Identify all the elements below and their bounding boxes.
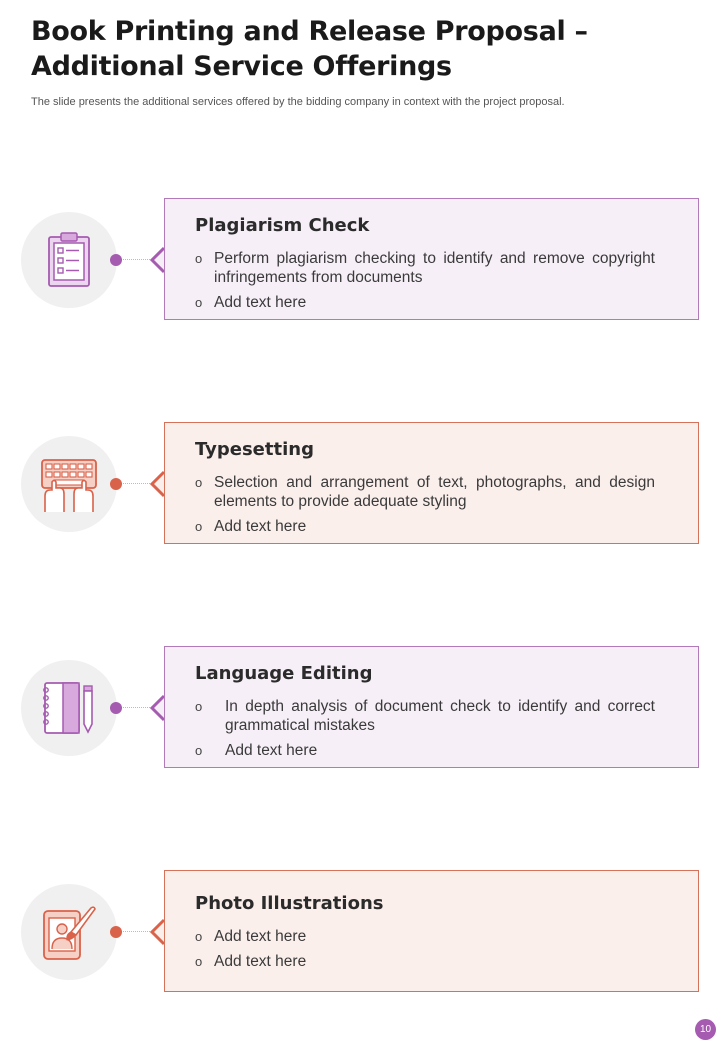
icon-circle <box>21 660 117 756</box>
bullet-marker: o <box>195 699 203 714</box>
list-item <box>195 473 655 511</box>
service-title: Plagiarism Check <box>195 215 370 236</box>
service-language-editing <box>0 646 720 770</box>
list-item <box>195 741 655 760</box>
connector-dot <box>110 926 122 938</box>
service-title: Photo Illustrations <box>195 893 384 914</box>
page-number-badge: 10 <box>695 1019 716 1040</box>
service-card <box>164 870 699 992</box>
bullet-marker: o <box>195 475 203 490</box>
tablet-brush-icon <box>39 902 99 962</box>
bullet-text: Perform plagiarism checking to identify and remove copyright infringements from documents <box>214 250 655 286</box>
bullet-text: In depth analysis of document check to identify and correct grammatical mistakes <box>225 698 655 734</box>
bullet-marker: o <box>195 929 203 944</box>
connector-dot <box>110 478 122 490</box>
list-item <box>195 952 655 971</box>
bullet-text: Add text here <box>214 928 307 945</box>
service-bullets <box>195 927 655 977</box>
bullet-text: Add text here <box>214 518 307 535</box>
list-item <box>195 293 655 312</box>
connector-dot <box>110 702 122 714</box>
service-card <box>164 422 699 544</box>
icon-circle <box>21 436 117 532</box>
icon-circle <box>21 212 117 308</box>
service-photo-illustrations <box>0 870 720 994</box>
list-item <box>195 249 655 287</box>
service-typesetting <box>0 422 720 546</box>
clipboard-checklist-icon <box>39 230 99 290</box>
service-card <box>164 646 699 768</box>
bullet-text: Add text here <box>214 953 307 970</box>
bullet-text: Add text here <box>214 294 307 311</box>
keyboard-hands-icon <box>39 454 99 514</box>
bullet-text: Add text here <box>225 742 318 759</box>
page-title: Book Printing and Release Proposal – Additional Service Offerings <box>31 16 588 82</box>
service-plagiarism-check <box>0 198 720 322</box>
icon-circle <box>21 884 117 980</box>
service-card <box>164 198 699 320</box>
service-bullets <box>195 697 655 766</box>
list-item <box>195 697 655 735</box>
bullet-text: Selection and arrangement of text, photographs, and design elements to provide adequate styling <box>214 474 655 510</box>
page-subtitle: The slide presents the additional services offered by the bidding company in context with the project proposal. <box>31 96 565 108</box>
service-bullets <box>195 249 655 318</box>
service-title: Typesetting <box>195 439 314 460</box>
connector-dot <box>110 254 122 266</box>
list-item <box>195 927 655 946</box>
service-bullets <box>195 473 655 542</box>
notebook-pen-icon <box>39 678 99 738</box>
bullet-marker: o <box>195 954 203 969</box>
bullet-marker: o <box>195 295 203 310</box>
bullet-marker: o <box>195 519 203 534</box>
service-title: Language Editing <box>195 663 373 684</box>
bullet-marker: o <box>195 743 203 758</box>
list-item <box>195 517 655 536</box>
bullet-marker: o <box>195 251 203 266</box>
